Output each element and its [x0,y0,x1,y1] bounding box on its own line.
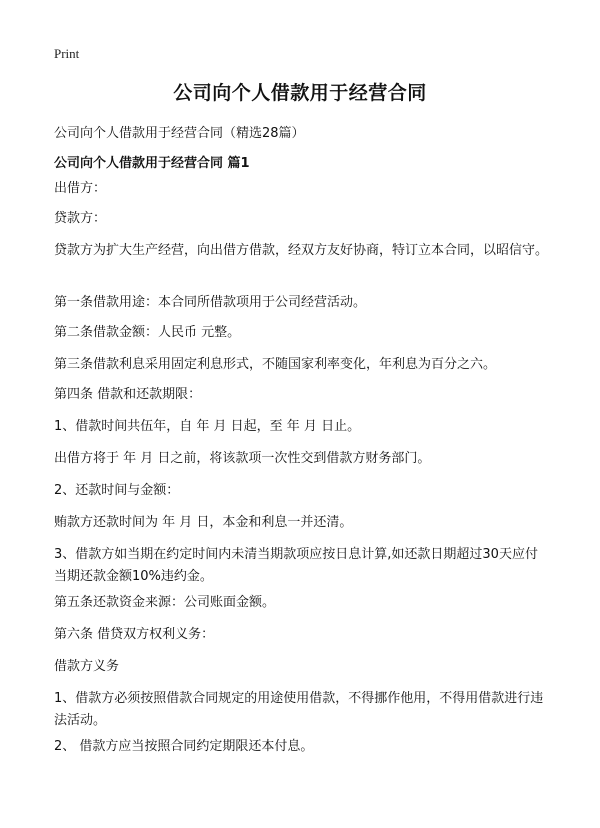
paragraph-borrower: 贷款方： [54,211,107,226]
paragraph-article-2: 第二条借款金额：人民币 元整。 [54,325,241,340]
paragraph-article-6: 第六条 借贷双方权利义务： [54,627,215,642]
paragraph-lender: 出借方： [54,181,107,196]
paragraph-article-1: 第一条借款用途：本合同所借款项用于公司经营活动。 [54,295,367,310]
paragraph-delivery: 出借方将于 年 月 日之前，将该款项一次性交到借款方财务部门。 [54,451,431,466]
document-subtitle: 公司向个人借款用于经营合同（精选28篇） [54,126,305,141]
section-heading: 公司向个人借款用于经营合同 篇1 [54,156,250,171]
paragraph-article-4: 第四条 借款和还款期限： [54,387,202,402]
paragraph-repayment-time: 贿款方还款时间为 年 月 日，本金和利息一并还清。 [54,515,353,530]
paragraph-duty-2: 2、 借款方应当按照合同约定期限还本付息。 [54,739,314,754]
paragraph-term-3: 3、借款方如当期在约定时间内未清当期款项应按日息计算,如还款日期超过30天应付当期还款金额10%违约金。 [54,547,538,584]
paragraph-term-1: 1、借款时间共伍年，自 年 月 日起，至 年 月 日止。 [54,419,361,434]
document-title: 公司向个人借款用于经营合同 [173,82,427,104]
paragraph-article-3: 第三条借款利息采用固定利息形式，不随国家利率变化，年利息为百分之六。 [54,357,497,372]
paragraph-article-5: 第五条还款资金来源：公司账面金额。 [54,595,276,610]
print-label: Print [54,46,80,61]
paragraph-duty-1: 1、借款方必须按照借款合同规定的用途使用借款，不得挪作他用，不得用借款进行违法活动。 [54,691,544,728]
paragraph-preamble: 贷款方为扩大生产经营，向出借方借款，经双方友好协商，特订立本合同，以昭信守。 [54,243,549,258]
paragraph-borrower-duties: 借款方义务 [54,659,120,674]
paragraph-term-2: 2、还款时间与金额： [54,483,180,498]
